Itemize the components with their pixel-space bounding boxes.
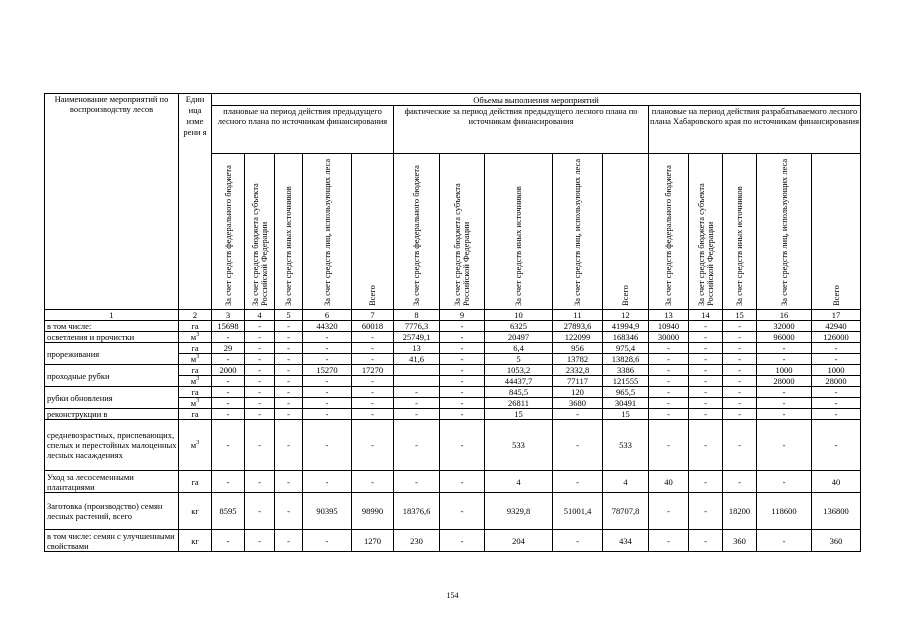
column-number: 6 bbox=[303, 310, 352, 321]
header-source-total bbox=[603, 154, 649, 310]
row-unit: га bbox=[179, 409, 212, 420]
cell-value: 6325 bbox=[485, 321, 553, 332]
cell-value: - bbox=[723, 420, 757, 471]
header-source-users-label: За счет средств лиц, использующих леса bbox=[572, 158, 582, 306]
column-number: 17 bbox=[812, 310, 861, 321]
cell-value: 17270 bbox=[352, 365, 394, 376]
cell-value: 168346 bbox=[603, 332, 649, 343]
row-unit: $м^3$ bbox=[179, 354, 212, 365]
table-row bbox=[45, 387, 861, 398]
header-source-federal bbox=[394, 154, 440, 310]
cell-value: - bbox=[352, 387, 394, 398]
cell-value: - bbox=[723, 343, 757, 354]
cell-value: - bbox=[689, 343, 723, 354]
cell-value: - bbox=[649, 365, 689, 376]
column-number: 9 bbox=[440, 310, 485, 321]
cell-value: 30491 bbox=[603, 398, 649, 409]
cell-value: - bbox=[212, 530, 245, 552]
cell-value: - bbox=[394, 409, 440, 420]
header-source-federal bbox=[212, 154, 245, 310]
cell-value: 9329,8 bbox=[485, 493, 553, 530]
cell-value: 360 bbox=[812, 530, 861, 552]
column-number: 15 bbox=[723, 310, 757, 321]
cell-value: - bbox=[212, 387, 245, 398]
cell-value: - bbox=[212, 332, 245, 343]
header-source-total bbox=[352, 154, 394, 310]
header-source-users-label: За счет средств лиц, использующих леса bbox=[321, 158, 332, 306]
cell-value: - bbox=[723, 471, 757, 493]
cell-value: - bbox=[440, 530, 485, 552]
header-source-subject-label: За счет средств бюджета субъекта Российской Федерации bbox=[695, 182, 715, 306]
cell-value: - bbox=[245, 343, 275, 354]
column-number: 1 bbox=[45, 310, 179, 321]
cell-value: - bbox=[212, 420, 245, 471]
cell-value: - bbox=[440, 354, 485, 365]
header-source-total-label: Всего bbox=[620, 284, 630, 306]
cell-value: 1000 bbox=[757, 365, 812, 376]
cell-value: 2000 bbox=[212, 365, 245, 376]
row-name: реконструкции в bbox=[45, 409, 179, 420]
cell-value: 42940 bbox=[812, 321, 861, 332]
cell-value: - bbox=[275, 387, 303, 398]
cell-value: - bbox=[757, 471, 812, 493]
cell-value: - bbox=[352, 354, 394, 365]
cell-value: 18376,6 bbox=[394, 493, 440, 530]
cell-value: - bbox=[723, 332, 757, 343]
row-unit: га bbox=[179, 471, 212, 493]
cell-value: 122099 bbox=[553, 332, 603, 343]
cell-value: 15270 bbox=[303, 365, 352, 376]
cell-value: 5 bbox=[485, 354, 553, 365]
cell-value: - bbox=[689, 354, 723, 365]
cell-value: 8595 bbox=[212, 493, 245, 530]
header-source-federal-label: За счет средств федерального бюджета bbox=[222, 164, 233, 306]
cell-value: - bbox=[275, 493, 303, 530]
header-source-other bbox=[485, 154, 553, 310]
header-source-total-label: Всего bbox=[830, 284, 841, 306]
header-source-subject-label: За счет средств бюджета субъекта Российской Федерации bbox=[452, 182, 471, 306]
cell-value: - bbox=[723, 321, 757, 332]
cell-value: 845,5 bbox=[485, 387, 553, 398]
cell-value: - bbox=[649, 398, 689, 409]
row-name: прореживания bbox=[45, 343, 179, 365]
cell-value: - bbox=[689, 321, 723, 332]
row-name: в том числе: bbox=[45, 321, 179, 332]
cell-value: 60018 bbox=[352, 321, 394, 332]
table-row bbox=[45, 420, 861, 471]
cell-value: - bbox=[440, 493, 485, 530]
row-unit: $м^3$ bbox=[179, 332, 212, 343]
header-source-subject bbox=[689, 154, 723, 310]
cell-value: - bbox=[245, 420, 275, 471]
cell-value: 40 bbox=[649, 471, 689, 493]
reforestation-table bbox=[44, 93, 861, 552]
header-source-total bbox=[812, 154, 861, 310]
cell-value: - bbox=[649, 420, 689, 471]
cell-value: - bbox=[757, 354, 812, 365]
cell-value: 204 bbox=[485, 530, 553, 552]
cell-value: 956 bbox=[553, 343, 603, 354]
cell-value: - bbox=[757, 387, 812, 398]
cell-value: - bbox=[212, 376, 245, 387]
cell-value: - bbox=[275, 530, 303, 552]
cell-value: - bbox=[245, 471, 275, 493]
row-name: проходные рубки bbox=[45, 365, 179, 387]
cell-value bbox=[394, 376, 440, 387]
table-row bbox=[45, 493, 861, 530]
header-name: Наименование мероприятий по воспроизводству лесов bbox=[45, 94, 179, 310]
header-source-total-label: Всего bbox=[367, 284, 377, 306]
cell-value: 26811 bbox=[485, 398, 553, 409]
cell-value: 230 bbox=[394, 530, 440, 552]
header-source-users bbox=[757, 154, 812, 310]
cell-value: - bbox=[812, 387, 861, 398]
row-unit: $м^3$ bbox=[179, 420, 212, 471]
cell-value: 44437,7 bbox=[485, 376, 553, 387]
cell-value: 30000 bbox=[649, 332, 689, 343]
header-source-other-label: За счет средств иных источников bbox=[283, 185, 293, 306]
cell-value: 120 bbox=[553, 387, 603, 398]
cell-value: - bbox=[245, 321, 275, 332]
cell-value: - bbox=[723, 409, 757, 420]
cell-value: - bbox=[689, 398, 723, 409]
cell-value: 15 bbox=[603, 409, 649, 420]
cell-value: 533 bbox=[485, 420, 553, 471]
header-source-subject-label: За счет средств бюджета субъекта Российской Федерации bbox=[249, 182, 269, 306]
page-number: 154 bbox=[446, 591, 459, 600]
cell-value: 3386 bbox=[603, 365, 649, 376]
cell-value: - bbox=[303, 332, 352, 343]
row-name: в том числе: семян с улучшенными свойствами bbox=[45, 530, 179, 552]
header-group-planned-previous: плановые на период действия предыдущего лесного плана по источникам финансирования bbox=[212, 106, 394, 154]
cell-value: - bbox=[757, 343, 812, 354]
column-number: 12 bbox=[603, 310, 649, 321]
cell-value: - bbox=[440, 387, 485, 398]
column-number: 2 bbox=[179, 310, 212, 321]
cell-value: - bbox=[394, 420, 440, 471]
cell-value: 533 bbox=[603, 420, 649, 471]
column-number: 8 bbox=[394, 310, 440, 321]
cell-value: - bbox=[757, 398, 812, 409]
cell-value: - bbox=[245, 409, 275, 420]
cell-value: - bbox=[440, 332, 485, 343]
cell-value: - bbox=[723, 354, 757, 365]
row-name: средневозрастных, приспевающих, спелых и перестойных малоценных лесных насаждениях bbox=[45, 420, 179, 471]
cell-value: 1053,2 bbox=[485, 365, 553, 376]
cell-value: - bbox=[649, 493, 689, 530]
cell-value: - bbox=[649, 530, 689, 552]
row-unit: $м^3$ bbox=[179, 376, 212, 387]
cell-value: - bbox=[689, 471, 723, 493]
column-number: 5 bbox=[275, 310, 303, 321]
column-number: 4 bbox=[245, 310, 275, 321]
cell-value: - bbox=[352, 420, 394, 471]
row-name: осветления и прочистки bbox=[45, 332, 179, 343]
cell-value: - bbox=[723, 376, 757, 387]
cell-value: - bbox=[303, 420, 352, 471]
cell-value: - bbox=[689, 332, 723, 343]
cell-value: - bbox=[394, 471, 440, 493]
cell-value: - bbox=[275, 420, 303, 471]
cell-value: 1270 bbox=[352, 530, 394, 552]
cell-value: - bbox=[553, 409, 603, 420]
cell-value: 118600 bbox=[757, 493, 812, 530]
cell-value: - bbox=[275, 365, 303, 376]
header-source-federal-label: За счет средств федерального бюджета bbox=[663, 164, 673, 306]
cell-value: - bbox=[303, 530, 352, 552]
column-number: 13 bbox=[649, 310, 689, 321]
cell-value: - bbox=[245, 376, 275, 387]
cell-value: 13 bbox=[394, 343, 440, 354]
cell-value: 41,6 bbox=[394, 354, 440, 365]
cell-value: - bbox=[689, 493, 723, 530]
cell-value: 41994,9 bbox=[603, 321, 649, 332]
cell-value: 10940 bbox=[649, 321, 689, 332]
cell-value bbox=[394, 365, 440, 376]
cell-value: - bbox=[245, 530, 275, 552]
row-unit: га bbox=[179, 321, 212, 332]
cell-value: - bbox=[649, 409, 689, 420]
cell-value: - bbox=[812, 409, 861, 420]
cell-value: - bbox=[757, 530, 812, 552]
cell-value: 2332,8 bbox=[553, 365, 603, 376]
cell-value: 965,5 bbox=[603, 387, 649, 398]
cell-value: - bbox=[553, 471, 603, 493]
row-name: рубки обновления bbox=[45, 387, 179, 409]
cell-value: - bbox=[553, 420, 603, 471]
cell-value: 98990 bbox=[352, 493, 394, 530]
cell-value: 136800 bbox=[812, 493, 861, 530]
cell-value: 90395 bbox=[303, 493, 352, 530]
cell-value: - bbox=[649, 343, 689, 354]
header-source-users bbox=[303, 154, 352, 310]
cell-value: 3680 bbox=[553, 398, 603, 409]
cell-value: - bbox=[275, 409, 303, 420]
cell-value: 77117 bbox=[553, 376, 603, 387]
cell-value: 121555 bbox=[603, 376, 649, 387]
row-unit: кг bbox=[179, 530, 212, 552]
header-source-subject bbox=[440, 154, 485, 310]
row-unit: кг bbox=[179, 493, 212, 530]
cell-value: - bbox=[723, 387, 757, 398]
cell-value: 28000 bbox=[757, 376, 812, 387]
cell-value: 20497 bbox=[485, 332, 553, 343]
cell-value: - bbox=[245, 493, 275, 530]
cell-value: 7776,3 bbox=[394, 321, 440, 332]
cell-value: - bbox=[352, 398, 394, 409]
cell-value: - bbox=[303, 354, 352, 365]
header-source-users bbox=[553, 154, 603, 310]
cell-value: 434 bbox=[603, 530, 649, 552]
cell-value: - bbox=[649, 376, 689, 387]
cell-value: 32000 bbox=[757, 321, 812, 332]
cell-value: - bbox=[245, 365, 275, 376]
cell-value: - bbox=[212, 409, 245, 420]
cell-value: - bbox=[275, 354, 303, 365]
table-row bbox=[45, 332, 861, 343]
table-row bbox=[45, 409, 861, 420]
cell-value: - bbox=[303, 398, 352, 409]
cell-value: 15698 bbox=[212, 321, 245, 332]
header-group-planned-new: плановые на период действия разрабатываемого лесного плана Хабаровского края по источникам финансирования bbox=[649, 106, 861, 154]
cell-value: - bbox=[245, 354, 275, 365]
cell-value: - bbox=[352, 343, 394, 354]
column-number: 11 bbox=[553, 310, 603, 321]
cell-value: 13828,6 bbox=[603, 354, 649, 365]
cell-value: - bbox=[689, 420, 723, 471]
cell-value: 15 bbox=[485, 409, 553, 420]
cell-value: - bbox=[757, 420, 812, 471]
cell-value: 27893,6 bbox=[553, 321, 603, 332]
cell-value: 6,4 bbox=[485, 343, 553, 354]
cell-value: - bbox=[352, 471, 394, 493]
cell-value: - bbox=[245, 332, 275, 343]
cell-value: - bbox=[275, 471, 303, 493]
cell-value: - bbox=[812, 354, 861, 365]
cell-value: 78707,8 bbox=[603, 493, 649, 530]
table-row bbox=[45, 530, 861, 552]
cell-value: - bbox=[440, 409, 485, 420]
cell-value: - bbox=[245, 398, 275, 409]
cell-value: - bbox=[757, 409, 812, 420]
cell-value: - bbox=[303, 387, 352, 398]
header-source-users-label: За счет средств лиц, использующих леса bbox=[778, 158, 789, 306]
cell-value: - bbox=[812, 398, 861, 409]
cell-value: - bbox=[689, 530, 723, 552]
cell-value: - bbox=[649, 387, 689, 398]
cell-value: - bbox=[394, 398, 440, 409]
cell-value: 44320 bbox=[303, 321, 352, 332]
cell-value: 51001,4 bbox=[553, 493, 603, 530]
cell-value: 4 bbox=[485, 471, 553, 493]
cell-value: 40 bbox=[812, 471, 861, 493]
row-unit: га bbox=[179, 343, 212, 354]
cell-value: - bbox=[553, 530, 603, 552]
table-row bbox=[45, 471, 861, 493]
cell-value: - bbox=[212, 398, 245, 409]
cell-value: - bbox=[212, 471, 245, 493]
cell-value: 1000 bbox=[812, 365, 861, 376]
cell-value: 360 bbox=[723, 530, 757, 552]
cell-value: - bbox=[812, 420, 861, 471]
cell-value: 4 bbox=[603, 471, 649, 493]
cell-value: 975,4 bbox=[603, 343, 649, 354]
row-unit: га bbox=[179, 365, 212, 376]
cell-value: - bbox=[352, 332, 394, 343]
cell-value: - bbox=[689, 365, 723, 376]
header-volumes: Объемы выполнения мероприятий bbox=[212, 94, 861, 106]
cell-value: - bbox=[440, 471, 485, 493]
cell-value: 25749,1 bbox=[394, 332, 440, 343]
cell-value: - bbox=[303, 409, 352, 420]
cell-value: 96000 bbox=[757, 332, 812, 343]
cell-value: - bbox=[689, 376, 723, 387]
header-source-other bbox=[723, 154, 757, 310]
cell-value: - bbox=[275, 398, 303, 409]
header-source-federal-label: За счет средств федерального бюджета bbox=[411, 164, 421, 306]
cell-value: - bbox=[440, 343, 485, 354]
cell-value: - bbox=[245, 387, 275, 398]
row-unit: $м^3$ bbox=[179, 398, 212, 409]
table-row bbox=[45, 321, 861, 332]
cell-value: 126000 bbox=[812, 332, 861, 343]
cell-value: - bbox=[275, 321, 303, 332]
cell-value: - bbox=[440, 365, 485, 376]
column-number: 3 bbox=[212, 310, 245, 321]
cell-value: - bbox=[723, 365, 757, 376]
header-source-subject bbox=[245, 154, 275, 310]
cell-value: - bbox=[275, 376, 303, 387]
cell-value: - bbox=[440, 420, 485, 471]
cell-value: - bbox=[689, 409, 723, 420]
cell-value: - bbox=[212, 354, 245, 365]
header-source-other bbox=[275, 154, 303, 310]
header-source-federal bbox=[649, 154, 689, 310]
cell-value: 28000 bbox=[812, 376, 861, 387]
cell-value: - bbox=[649, 354, 689, 365]
cell-value: 13782 bbox=[553, 354, 603, 365]
cell-value: - bbox=[352, 376, 394, 387]
column-number: 16 bbox=[757, 310, 812, 321]
cell-value: 18200 bbox=[723, 493, 757, 530]
cell-value: - bbox=[275, 332, 303, 343]
cell-value: - bbox=[440, 376, 485, 387]
table-row bbox=[45, 365, 861, 376]
cell-value: - bbox=[812, 343, 861, 354]
cell-value: 29 bbox=[212, 343, 245, 354]
row-name: Заготовка (производство) семян лесных растений, всего bbox=[45, 493, 179, 530]
column-number: 14 bbox=[689, 310, 723, 321]
cell-value: - bbox=[440, 398, 485, 409]
cell-value: - bbox=[303, 376, 352, 387]
row-name: Уход за лесосеменными плантациями bbox=[45, 471, 179, 493]
cell-value: - bbox=[394, 387, 440, 398]
header-source-other-label: За счет средств иных источников bbox=[734, 185, 744, 306]
header-source-other-label: За счет средств иных источников bbox=[513, 185, 523, 306]
cell-value: - bbox=[689, 387, 723, 398]
header-unit: Един ица изме рени я bbox=[179, 94, 212, 310]
column-number: 10 bbox=[485, 310, 553, 321]
row-unit: га bbox=[179, 387, 212, 398]
cell-value: - bbox=[723, 398, 757, 409]
cell-value: - bbox=[352, 409, 394, 420]
cell-value: - bbox=[275, 343, 303, 354]
cell-value: - bbox=[303, 343, 352, 354]
cell-value: - bbox=[440, 321, 485, 332]
cell-value: - bbox=[303, 471, 352, 493]
column-number: 7 bbox=[352, 310, 394, 321]
header-group-actual-previous: фактические за период действия предыдущего лесного плана по источникам финансирования bbox=[394, 106, 649, 154]
table-row bbox=[45, 343, 861, 354]
